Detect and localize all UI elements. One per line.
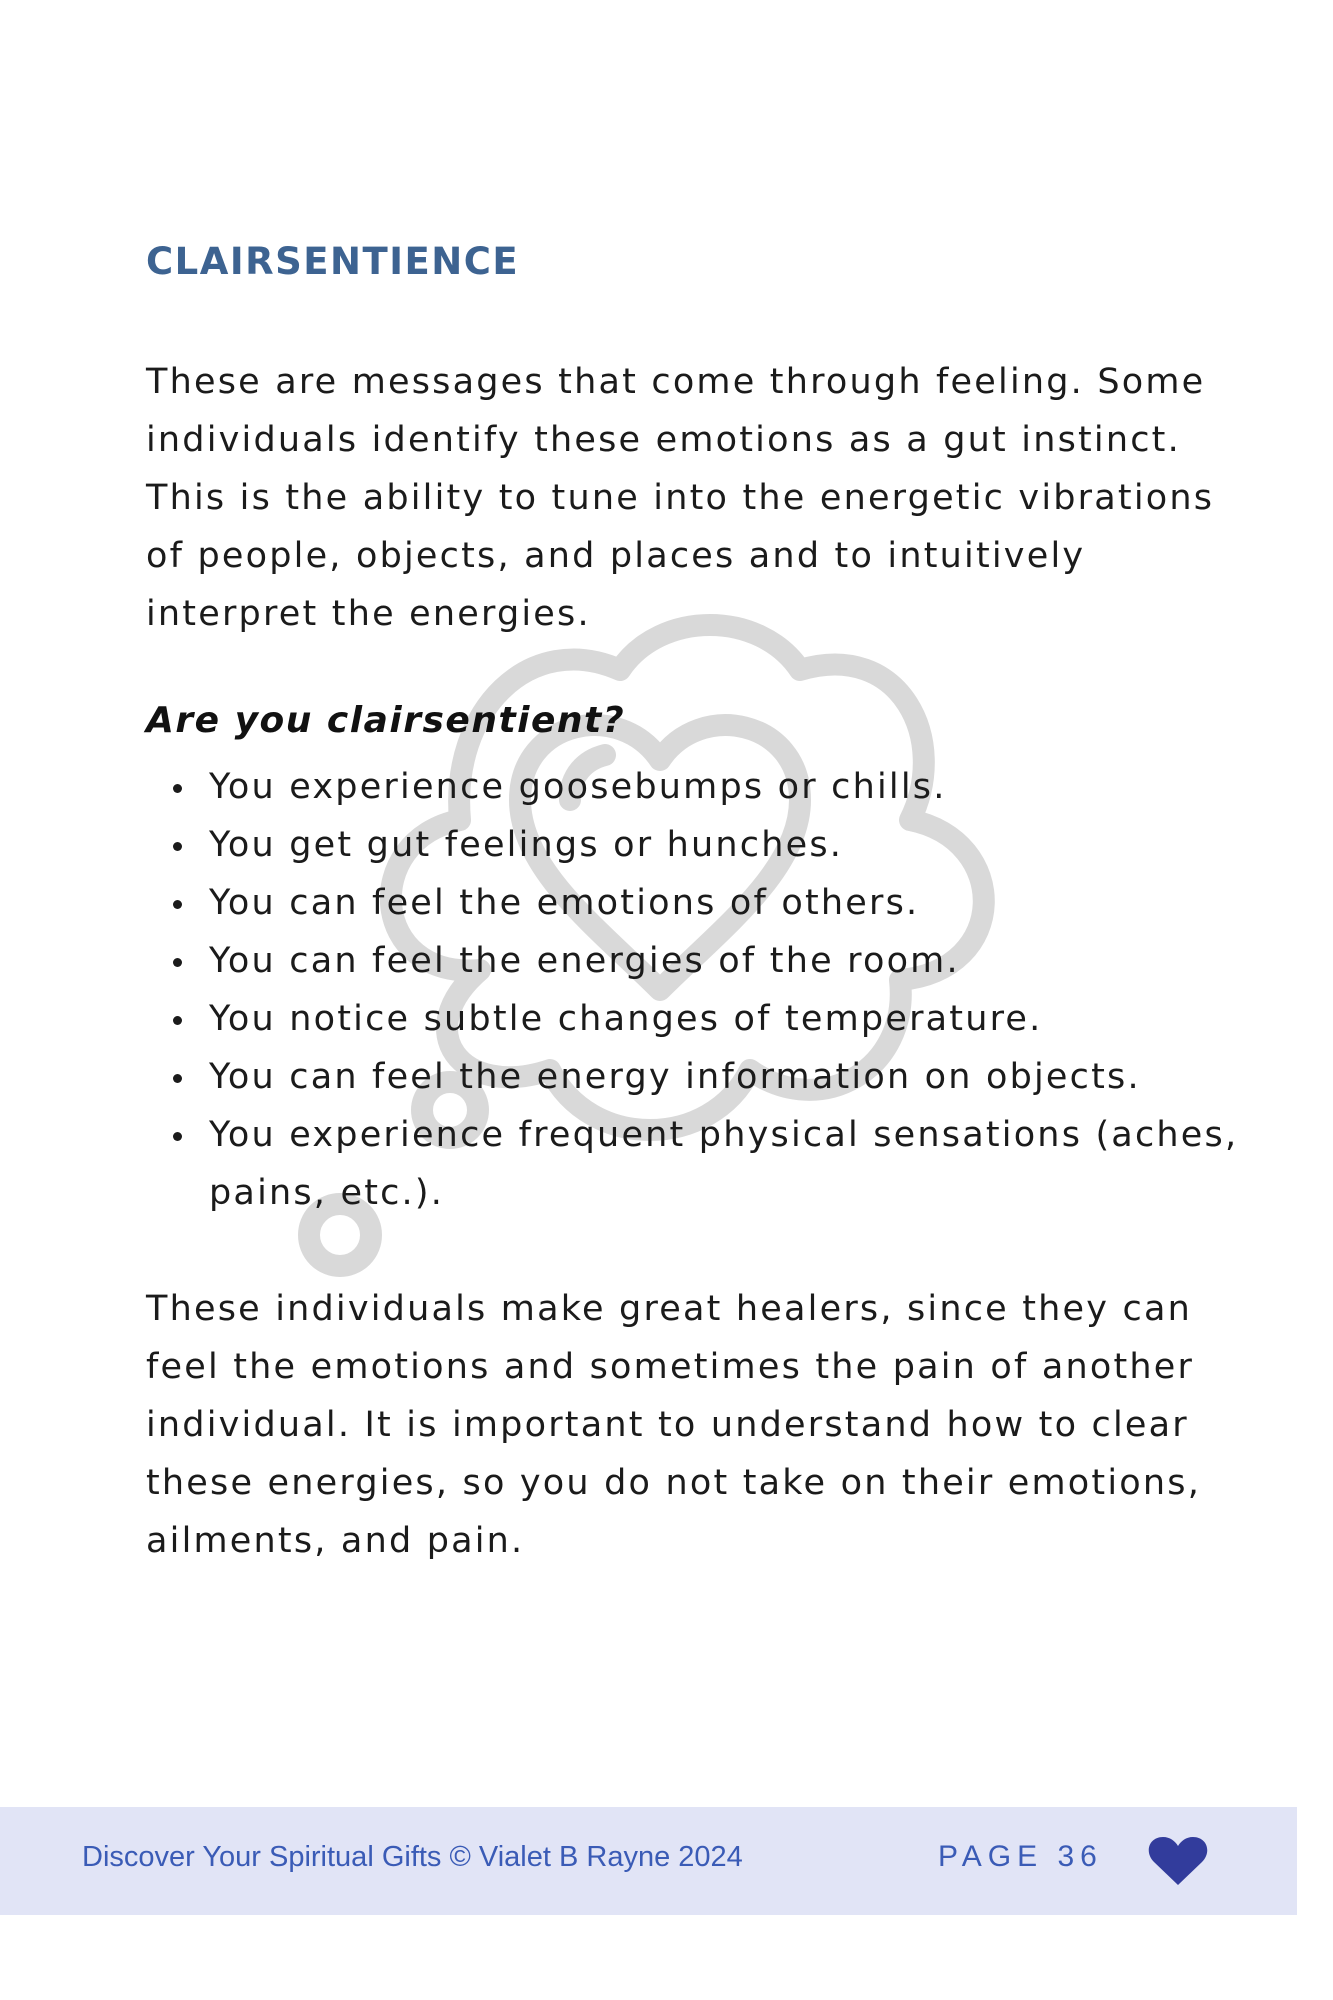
list-item: You can feel the energy information on objects. — [146, 1048, 1246, 1106]
list-item: You experience goosebumps or chills. — [146, 758, 1246, 816]
heart-icon — [1148, 1835, 1208, 1887]
intro-paragraph: These are messages that come through feeling. Some individuals identify these emotions as a gut instinct. This is the ability to tune into the energetic vibrations of people, objects, and places and to intuitively interpret the energies. — [146, 362, 1215, 634]
list-item: You experience frequent physical sensations (aches, pains, etc.). — [146, 1106, 1246, 1222]
section-heading: CLAIRSENTIENCE — [146, 240, 520, 283]
list-item: You notice subtle changes of temperature. — [146, 990, 1246, 1048]
list-item: You can feel the emotions of others. — [146, 874, 1246, 932]
footer-credit: Discover Your Spiritual Gifts © Vialet B Rayne 2024 — [82, 1841, 743, 1873]
question-heading: Are you clairsentient? — [146, 700, 626, 741]
page-footer — [0, 1807, 1297, 1915]
traits-list — [146, 758, 1246, 1222]
list-item: You can feel the energies of the room. — [146, 932, 1246, 990]
page-number: PAGE 36 — [938, 1840, 1103, 1873]
closing-paragraph: These individuals make great healers, since they can feel the emotions and sometimes the pain of another individual. It is important to understand how to clear these energies, so you do not take on their emotions, ailments, and pain. — [146, 1289, 1202, 1561]
list-item: You get gut feelings or hunches. — [146, 816, 1246, 874]
